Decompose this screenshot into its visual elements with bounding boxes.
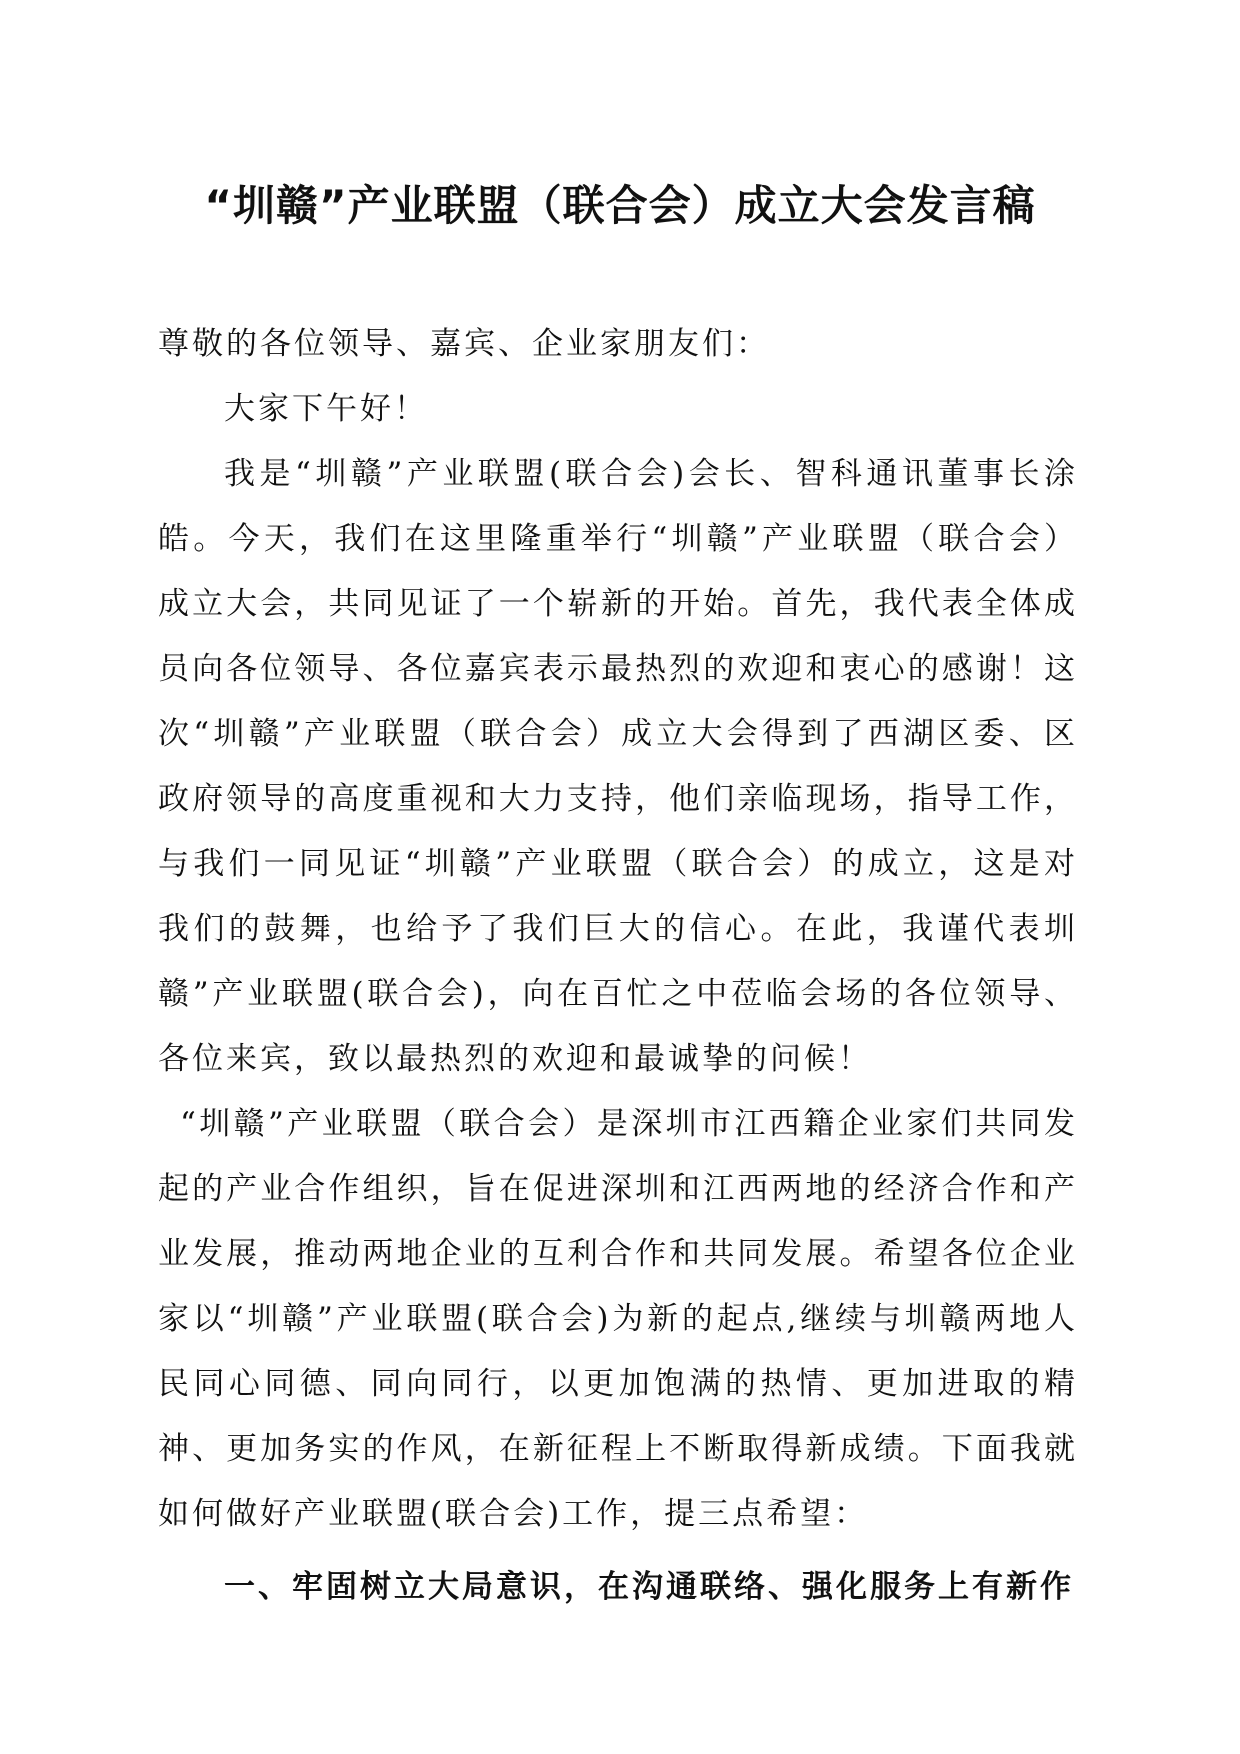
alliance-description-paragraph: “圳赣”产业联盟（联合会）是深圳市江西籍企业家们共同发起的产业合作组织，旨在促进深圳和江西两地的经济合作和产业发展，推动两地企业的互利合作和共同发展。希望各位企业家以“圳赣”产业联盟(联合会)为新的起点,继续与圳赣两地人民同心同德、同向同行，以更加饱满的热情、更加进取的精神、更加务实的作风，在新征程上不断取得新成绩。下面我就如何做好产业联盟(联合会)工作，提三点希望： — [158, 1106, 1078, 1532]
salutation-paragraph: 尊敬的各位领导、嘉宾、企业家朋友们： — [158, 326, 770, 362]
section-heading-1: 一、牢固树立大局意识，在沟通联络、强化服务上有新作 — [224, 1569, 1074, 1605]
intro-paragraph: 我是“圳赣”产业联盟(联合会)会长、智科通讯董事长涂皓。今天，我们在这里隆重举行“圳赣”产业联盟（联合会）成立大会，共同见证了一个崭新的开始。首先，我代表全体成员向各位领导、各位嘉宾表示最热烈的欢迎和衷心的感谢！这次“圳赣”产业联盟（联合会）成立大会得到了西湖区委、区政府领导的高度重视和大力支持，他们亲临现场，指导工作，与我们一同见证“圳赣”产业联盟（联合会）的成立，这是对我们的鼓舞，也给予了我们巨大的信心。在此，我谨代表圳赣”产业联盟(联合会)，向在百忙之中莅临会场的各位领导、各位来宾，致以最热烈的欢迎和最诚挚的问候！ — [158, 456, 1078, 1077]
document-title: “圳赣”产业联盟（联合会）成立大会发言稿 — [204, 181, 1036, 230]
greeting-paragraph: 大家下午好！ — [224, 391, 428, 427]
document-body — [158, 312, 1078, 1620]
